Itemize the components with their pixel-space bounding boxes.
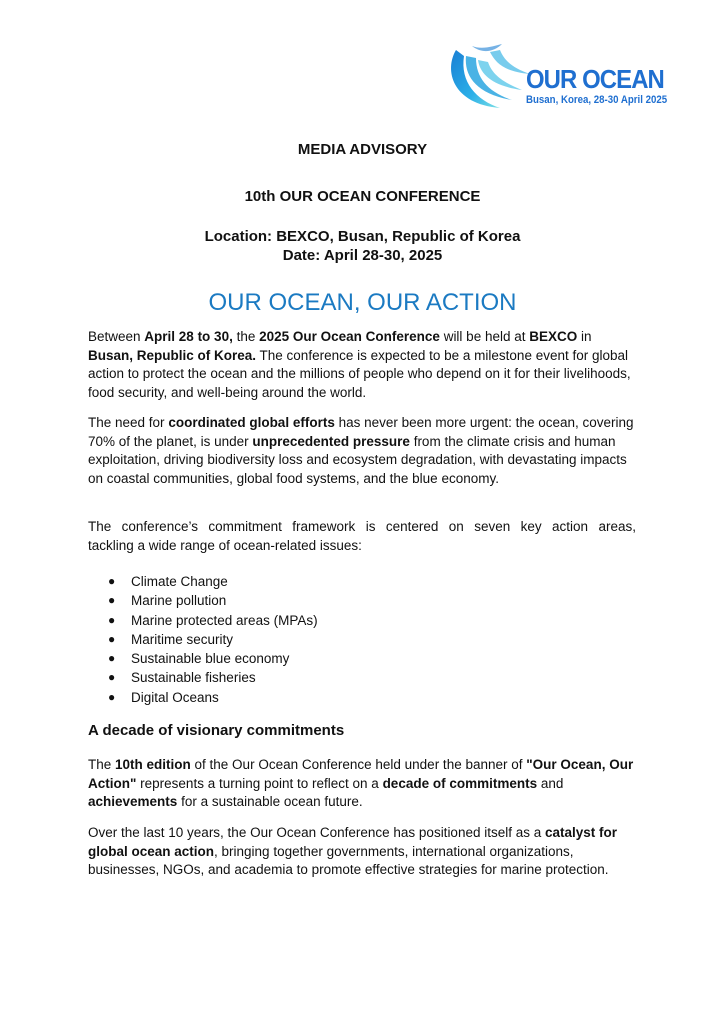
bullet-icon: ● xyxy=(108,631,116,646)
action-areas-list xyxy=(88,572,318,707)
bullet-icon: ● xyxy=(108,593,116,608)
list-item: ● Maritime security xyxy=(88,630,318,649)
bullet-icon: ● xyxy=(108,689,116,704)
framework-paragraph-line1: The conference’s commitment framework is centered on seven key action areas, xyxy=(88,519,636,534)
list-item: ● Digital Oceans xyxy=(88,688,318,707)
bullet-icon: ● xyxy=(108,651,116,666)
urgency-paragraph: The need for coordinated global efforts has never been more urgent: the ocean, covering 70% of the planet, is under unprecedented pressure from the climate crisis and human exploitation, driving biodiversity loss and ecosystem degradation, with devastating impacts on coastal communities, global food systems, and the blue economy. xyxy=(88,415,634,486)
list-item: ● Marine pollution xyxy=(88,591,318,610)
our-ocean-logo xyxy=(442,42,668,112)
location-line: Location: BEXCO, Busan, Republic of Korea xyxy=(204,228,521,245)
catalyst-paragraph: Over the last 10 years, the Our Ocean Conference has positioned itself as a catalyst for global ocean action, bringing together governments, international organizations, businesses, NGOs, and academia to promote effective strategies for marine protection. xyxy=(88,825,618,878)
logo-subtitle: Busan, Korea, 28-30 April 2025 xyxy=(526,94,668,106)
date-line: Date: April 28-30, 2025 xyxy=(282,247,443,264)
decade-paragraph: The 10th edition of the Our Ocean Conference held under the banner of "Our Ocean, Our Action" represents a turning point to reflect on a decade of commitments and achievements for a sustainable ocean future. xyxy=(88,757,634,810)
framework-paragraph-line2: tackling a wide range of ocean-related issues: xyxy=(88,538,362,553)
intro-paragraph: Between April 28 to 30, the 2025 Our Ocean Conference will be held at BEXCO in Busan, Republic of Korea. The conference is expected to be a milestone event for global action to protect the ocean and the millions of people who depend on it for their livelihoods, food security, and well-being around the world. xyxy=(88,329,631,400)
conference-title: 10th OUR OCEAN CONFERENCE xyxy=(244,188,481,205)
media-advisory-label: MEDIA ADVISORY xyxy=(297,141,428,158)
wave-logo-icon xyxy=(442,42,532,112)
list-item: ● Sustainable blue economy xyxy=(88,649,318,668)
list-item: ● Climate Change xyxy=(88,572,318,591)
bullet-icon: ● xyxy=(108,670,116,685)
logo-title: OUR OCEAN xyxy=(526,64,664,94)
bullet-icon: ● xyxy=(108,612,116,627)
section-heading: A decade of visionary commitments xyxy=(88,722,345,739)
bullet-icon: ● xyxy=(108,574,116,588)
list-item: ● Sustainable fisheries xyxy=(88,668,318,687)
list-item: ● Marine protected areas (MPAs) xyxy=(88,611,318,630)
page-headline: OUR OCEAN, OUR ACTION xyxy=(208,289,517,316)
